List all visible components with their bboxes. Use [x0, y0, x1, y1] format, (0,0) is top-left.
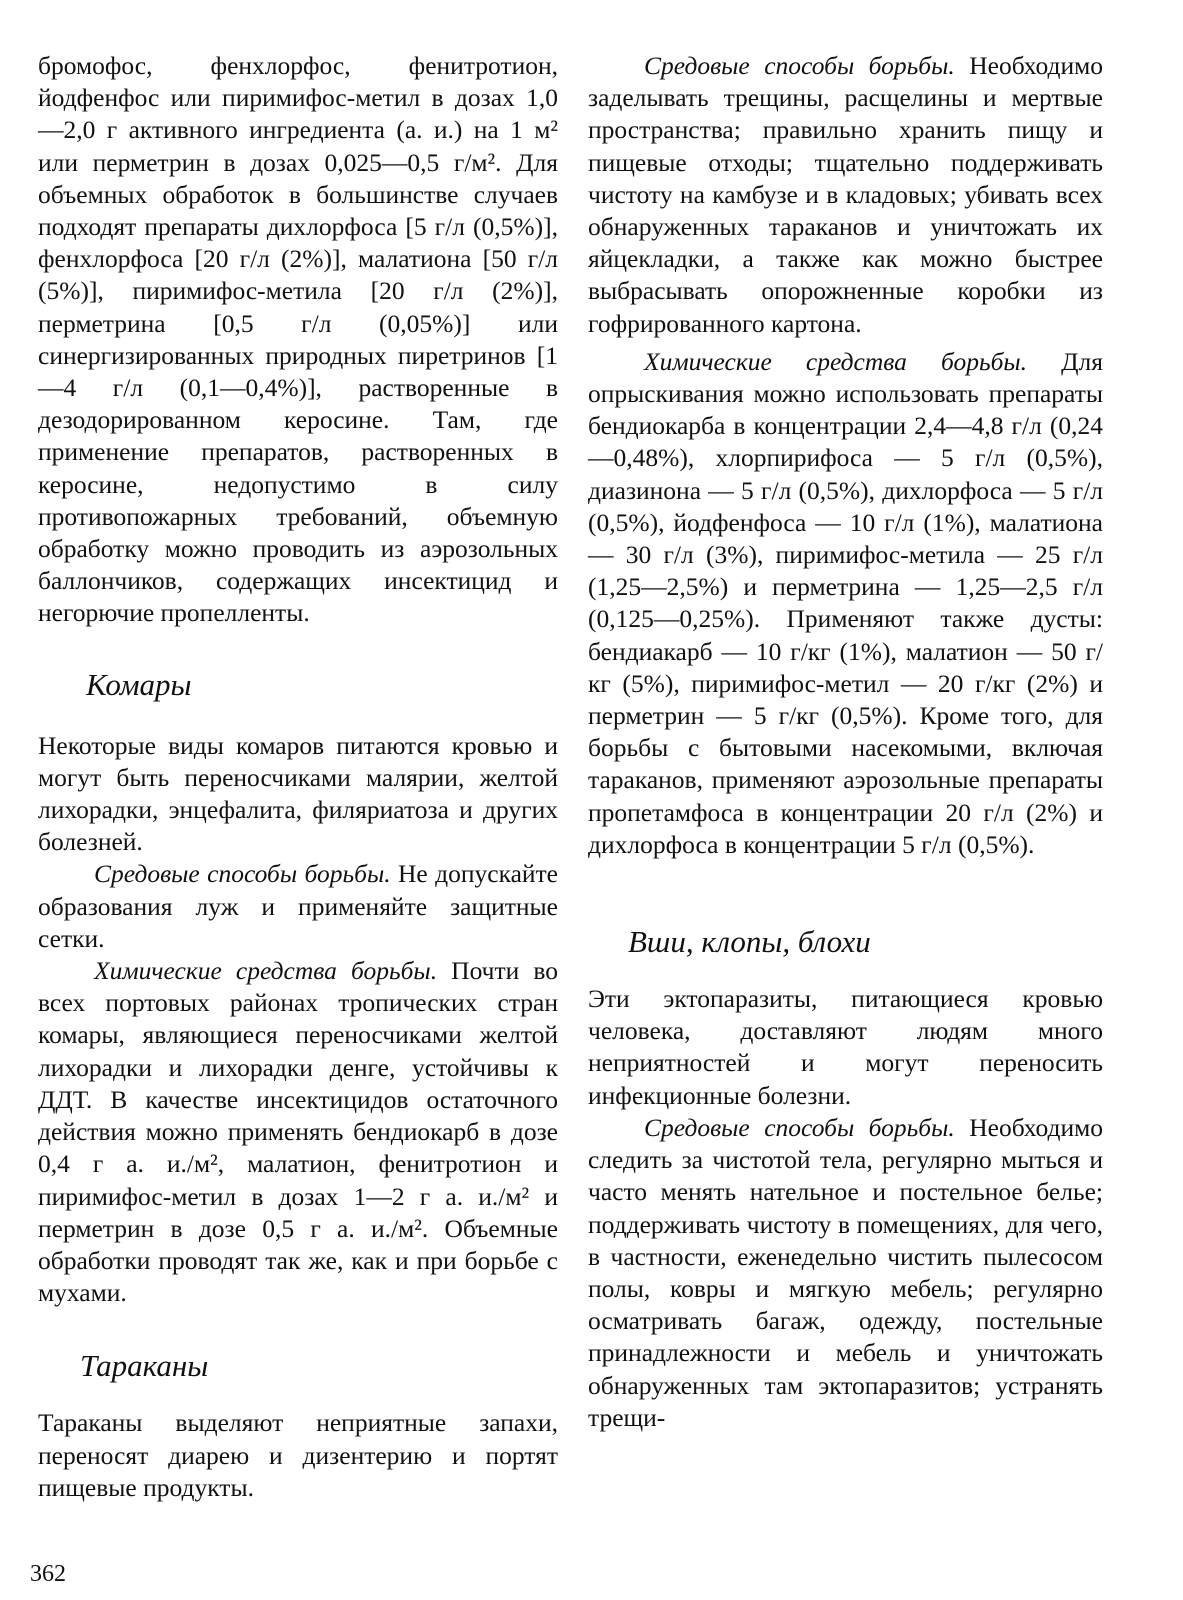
chemical-methods-label: Химические средства борьбы.: [94, 956, 438, 986]
cockroaches-chemical-paragraph: [588, 346, 1103, 861]
lice-intro-paragraph: Эти эктопаразиты, питающиеся кровью человека, доставляют людям много неприятностей и могут переносить инфекционные болезни.: [588, 984, 1103, 1110]
environmental-methods-label: Средовые способы борьбы.: [94, 859, 391, 889]
page-number: 362: [30, 1561, 66, 1587]
mosquitoes-environmental-paragraph: [38, 858, 558, 955]
mosquitoes-chemical-paragraph: [38, 955, 558, 1309]
chemical-methods-text: Для опрыскивания можно использовать препараты бендиокарба в концентрации 2,4—4,8 г/л (0,24—0,48%), хлорпирифоса — 5 г/л (0,5%), диазинона — 5 г/л (0,5%), дихлорфоса — 5 г/л (0,5%), йодфенфоса — 10 г/л (1%), малатиона — 30 г/л (3%), пиримифос-метила — 25 г/л (1,25—2,5%) и перметрина — 1,25—2,5 г/л (0,125—0,25%). Применяют также дусты: бендиакарб — 10 г/кг (1%), малатион — 50 г/кг (5%), пиримифос-метил — 20 г/кг (2%) и перметрин — 5 г/кг (0,5%). Кроме того, для борьбы с бытовыми насекомыми, включая тараканов, применяют аэрозольные препараты пропетамфоса в концентрации 20 г/л (2%) и дихлорфоса в концентрации 5 г/л (0,5%).: [588, 346, 1103, 859]
chemical-methods-label: Химические средства борьбы.: [644, 346, 1028, 376]
environmental-methods-text: Необходимо заделывать трещины, расщелины и мертвые пространства; правильно хранить пищу и пищевые отходы; тщательно поддерживать чистоту на камбузе и в кладовых; убивать всех обнаруженных тараканов и уничтожать их яйцекладки, а также как можно быстрее выбрасывать опорожненные коробки из гофрированного картона.: [588, 51, 1103, 338]
environmental-methods-label: Средовые способы борьбы.: [644, 51, 955, 80]
continuation-paragraph: бромофос, фенхлорфос, фенитротион, йодфенфос или пиримифос-метил в дозах 1,0—2,0 г активного ингредиента (а. и.) на 1 м² или перметрин в дозах 0,025—0,5 г/м². Для объемных обработок в большинстве случаев подходят препараты дихлорфоса [5 г/л (0,5%)], фенхлорфоса [20 г/л (2%)], малатиона [50 г/л (5%)], пиримифос-метила [20 г/л (2%)], перметрина [0,5 г/л (0,05%)] или синергизированных природных пиретринов [1—4 г/л (0,1—0,4%)], растворенные в дезодорированном керосине. Там, где применение препаратов, растворенных в керосине, недопустимо в силу противопожарных требований, объемную обработку можно проводить из аэрозольных баллончиков, содержащих инсектицид и негорючие пропелленты.: [38, 51, 558, 628]
lice-environmental-paragraph: [588, 1112, 1103, 1434]
mosquitoes-intro-paragraph: Некоторые виды комаров питаются кровью и могут быть переносчиками малярии, желтой лихорадки, энцефалита, филяриатоза и других болезней.: [38, 730, 558, 857]
environmental-methods-text: Не допускайте образования луж и применяйте защитные сетки.: [38, 859, 558, 953]
environmental-methods-label: Средовые способы борьбы.: [644, 1112, 955, 1142]
left-column: [38, 50, 558, 1504]
cockroaches-environmental-paragraph: [588, 50, 1103, 340]
section-heading-cockroaches: Тараканы: [80, 1348, 209, 1384]
environmental-methods-text: Необходимо следить за чистотой тела, регулярно мыться и часто менять нательное и постельное белье; поддерживать чистоту в помещениях, для чего, в частности, еженедельно чистить пылесосом полы, ковры и мягкую мебель; регулярно осматривать багаж, одежду, постельные принадлежности и мебель и уничтожать обнаруженных там эктопаразитов; устранять трещи-: [588, 1112, 1103, 1432]
right-column: [588, 50, 1103, 1434]
chemical-methods-text: Почти во всех портовых районах тропических стран комары, являющиеся переносчиками желтой лихорадки и лихорадки денге, устойчивы к ДДТ. В качестве инсектицидов остаточного действия можно применять бендиокарб в дозе 0,4 г а. и./м², малатион, фенитротион и пиримифос-метил в дозах 1—2 г а. и./м² и перметрин в дозе 0,5 г а. и./м². Объемные обработки проводят так же, как и при борьбе с мухами.: [38, 956, 558, 1308]
section-heading-mosquitoes: Комары: [86, 666, 192, 702]
section-heading-lice: Вши, клопы, блохи: [628, 924, 871, 960]
cockroaches-intro-paragraph: Тараканы выделяют неприятные запахи, переносят диарею и дизентерию и портят пищевые продукты.: [38, 1408, 558, 1502]
